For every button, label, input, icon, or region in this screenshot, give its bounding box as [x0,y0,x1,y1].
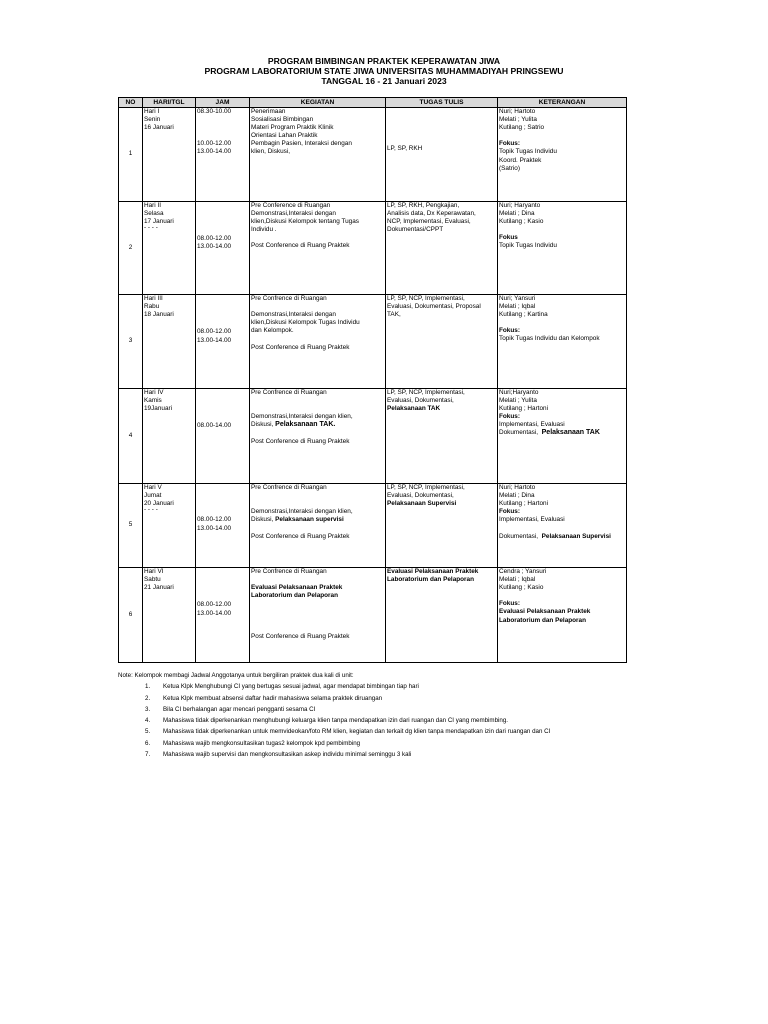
tugas-line: Pelaksanaan Supervisi [387,500,457,508]
notes-list [118,681,550,760]
keterangan-highlight: Pelaksanaan TAK [541,429,600,437]
note-number: 4. [145,717,151,725]
keterangan-line: Nuri; Hartoto [499,484,536,491]
hari-line: 16 Januari [144,124,174,132]
jam-line: 08.00-12.00 [197,601,232,608]
note-number: 3. [145,705,151,713]
row-tugas [386,295,498,389]
kegiatan-line: Diskusi, [251,516,274,524]
col-header-tugas: TUGAS TULIS [386,98,498,108]
kegiatan-line: Pre Confrence di Ruangan [251,295,327,302]
keterangan-line: Melati ; Yulita [499,116,537,124]
jam-line: 08.00-12.00 [197,235,232,242]
jam-line: 13.00-14.00 [197,610,232,617]
row-keterangan [498,108,627,202]
row-tugas [386,389,498,484]
keterangan-line: Fokus [499,234,518,242]
keterangan-line: Dokumentasi, [499,532,539,540]
note-number: 2. [145,694,151,702]
row-jam [196,484,250,568]
keterangan-line: Dokumentasi, [499,429,539,437]
kegiatan-line: Demonstrasi,Interaksi dengan klien, [251,413,353,421]
note-text: Mahasiswa wajib supervisi dan mengkonsultasikan askep individu minimal seminggu 3 kali [163,751,412,759]
row-kegiatan [250,484,386,568]
hari-line: Senin [144,116,161,124]
hari-line: Kamis [144,397,162,405]
keterangan-line: Kutilang ; Kasio [499,218,544,226]
tugas-line: Evaluasi, Dokumentasi, Proposal [387,303,481,311]
jam-line: 13.00-14.00 [197,243,232,250]
row-keterangan [498,295,627,389]
note-text: Mahasiswa tidak diperkenankan untuk memvideokan/foto RM klien, kegiatan dan terkait dg klien tanpa mendapatkan izin dari ruangan dan CI [163,728,551,736]
row-keterangan [498,484,627,568]
note-text: Bila CI berhalangan agar mencari pengganti sesama CI [163,705,316,713]
keterangan-line: Fokus: [499,327,520,335]
keterangan-line: Implementasi, Evaluasi [499,516,565,524]
row-kegiatan [250,568,386,663]
keterangan-line: Fokus: [499,600,520,608]
row-keterangan [498,568,627,663]
tugas-line: Evaluasi Pelaksanaan Praktek [387,568,479,575]
kegiatan-line: Post Conference di Ruang Praktek [251,242,350,250]
row-jam [196,295,250,389]
tugas-line: Evaluasi, Dokumentasi, [387,492,454,500]
keterangan-line: Fokus: [499,413,520,421]
row-hari [143,484,196,568]
kegiatan-line: Pre Confrence di Ruangan [251,568,327,575]
row-no: 4 [119,389,143,484]
col-header-keterangan: KETERANGAN [498,98,627,108]
jam-line: 08.00-12.00 [197,328,232,335]
row-tugas [386,568,498,663]
note-text: Mahasiswa wajib mengkonsultasikan tugas2 kelompok kpd pembimbing [163,739,361,747]
keterangan-line: Topik Tugas Individu [499,242,557,250]
table-row [119,202,627,295]
kegiatan-line: Post Conference di Ruang Praktek [251,633,350,640]
row-hari [143,295,196,389]
row-tugas [386,202,498,295]
row-keterangan [498,389,627,484]
table-row [119,484,627,568]
keterangan-line: Laboratorium dan Pelaporan [499,616,586,624]
hari-line: - - - - [144,506,158,514]
keterangan-line: Melati ; Dina [499,210,535,218]
keterangan-line: Kutilang ; Kasio [499,584,544,592]
keterangan-line: Melati ; Iqbal [499,576,536,584]
table-row [119,295,627,389]
tugas-line: Analisis data, Dx Keperawatan, [387,210,476,218]
keterangan-line: Evaluasi Pelaksanaan Praktek [499,608,591,616]
table-row [119,108,627,202]
tugas-line: Pelaksanaan TAK [387,405,441,413]
tugas-line: LP, SP, NCP, Implementasi, [387,389,465,396]
list-item [118,726,550,737]
row-hari [143,108,196,202]
jam-line: 13.00-14.00 [197,148,232,156]
jam-line: 13.00-14.00 [197,337,232,344]
row-keterangan [498,202,627,295]
row-jam [196,568,250,663]
notes-section [118,670,550,760]
row-jam [196,108,250,202]
kegiatan-line: Evaluasi Pelaksanaan Praktek [251,584,343,592]
kegiatan-line: klien,Diskusi Kelompok tentang Tugas [251,218,359,226]
row-no: 5 [119,484,143,568]
kegiatan-line: Pembagin Pasien, Interaksi dengan [251,140,352,148]
list-item [118,738,550,749]
col-header-hari: HARI/TGL [143,98,196,108]
hari-line: Hari I [144,108,160,115]
row-no: 1 [119,108,143,202]
kegiatan-line: Post Conference di Ruang Praktek [251,343,350,351]
hari-line: Sabtu [144,576,161,584]
row-tugas [386,108,498,202]
kegiatan-line: Materi Program Praktik Klinik [251,124,334,132]
keterangan-line: Topik Tugas Individu [499,148,557,156]
keterangan-line: Implementasi, Evaluasi [499,421,565,429]
keterangan-line: Kutilang ; Kartina [499,311,548,319]
kegiatan-line: Post Conference di Ruang Praktek [251,437,350,445]
keterangan-line: Fokus: [499,140,520,148]
row-kegiatan [250,108,386,202]
keterangan-line: Koord. Praktek [499,156,542,164]
keterangan-line: (Satrio) [499,164,520,172]
list-item [118,681,550,692]
kegiatan-line: Pre Confrence di Ruangan [251,484,327,491]
list-item [118,715,550,726]
tugas-line: Evaluasi, Dokumentasi, [387,397,454,405]
tugas-line: LP, SP, NCP, Implementasi, [387,295,465,302]
table-header-row [119,98,627,108]
keterangan-highlight: Pelaksanaan Supervisi [541,532,611,540]
keterangan-line: Nuri; Haryanto [499,202,541,209]
note-number: 5. [145,728,151,736]
keterangan-line: Melati ; Iqbal [499,303,536,311]
row-jam [196,202,250,295]
row-no: 2 [119,202,143,295]
col-header-jam: JAM [196,98,250,108]
table-row [119,568,627,663]
list-item [118,704,550,715]
jam-line: 08.30-10.00 [197,108,232,115]
keterangan-line: Kutilang ; Satrio [499,124,545,132]
kegiatan-line: Individu . [251,226,277,234]
kegiatan-line: Diskusi, [251,421,274,429]
hari-line: 18 Januari [144,311,174,319]
row-hari [143,389,196,484]
keterangan-line: Fokus: [499,508,520,516]
table-row [119,389,627,484]
tugas-line: NCP, Implementasi, Evaluasi, [387,218,471,226]
keterangan-line: Nuri; Hartoto [499,108,536,115]
list-item [118,749,550,760]
hari-line: 17 Januari [144,218,174,226]
note-text: Ketua Klpk Menghubungi CI yang bertugas sesuai jadwal, agar mendapat bimbingan tiap hari [163,683,419,691]
note-number: 6. [145,739,151,747]
keterangan-line: Nuri; Yansuri [499,295,536,302]
hari-line: 21 Januari [144,584,174,592]
keterangan-line: Kutilang ; Hartoni [499,405,549,413]
row-no: 6 [119,568,143,663]
list-item [118,693,550,704]
tugas-line: Laboratorium dan Pelaporan [387,576,474,584]
kegiatan-line: Demonstrasi,Interaksi dengan [251,311,336,319]
note-text: Mahasiswa tidak diperkenankan menghubungi keluarga klien tanpa mendapatkan izin dari ruangan dan CI yang membimbing. [163,717,508,725]
hari-line: - - - - [144,224,158,232]
kegiatan-line: Post Conference di Ruang Praktek [251,532,350,540]
hari-line: Hari VI [144,568,164,575]
keterangan-line: Melati ; Dina [499,492,535,500]
keterangan-line: Cendra ; Yansuri [499,568,547,575]
keterangan-line: Topik Tugas Individu dan Kelompok [499,335,600,343]
note-text: Ketua Klpk membuat absensi daftar hadir mahasiswa selama praktek diruangan [163,694,383,702]
schedule-table [118,97,627,663]
jam-line: 10.00-12.00 [197,140,232,148]
notes-intro: Note: Kelompok membagi Jadwal Anggotanya untuk bergiliran praktek dua kali di unit: [118,672,354,679]
kegiatan-line: Sosialisasi Bimbingan [251,116,314,124]
document-date-range: TANGGAL 16 - 21 Januari 2023 [321,76,447,86]
kegiatan-line: Pre Conference di Ruangan [251,202,331,209]
kegiatan-highlight: Pelaksanaan TAK. [275,421,336,429]
kegiatan-line: klien,Diskusi Kelompok Tugas Individu [251,319,360,327]
hari-line: Hari V [144,484,162,491]
col-header-no: NO [119,98,143,108]
tugas-line: LP, SP, RKH [387,145,423,152]
tugas-line: LP, SP, NCP, Implementasi, [387,484,465,491]
tugas-line: Dokumentasi/CPPT [387,226,444,234]
keterangan-line: Nuri;Haryanto [499,389,539,396]
hari-line: Hari II [144,202,162,209]
kegiatan-line: Penerimaan [251,108,286,115]
kegiatan-line: Demonstrasi,Interaksi dengan klien, [251,508,353,516]
keterangan-line: Kutilang ; Hartoni [499,500,549,508]
row-hari [143,568,196,663]
document-title-line-2: PROGRAM LABORATORIUM STATE JIWA UNIVERSITAS MUHAMMADIYAH PRINGSEWU [204,66,564,76]
keterangan-line: Melati ; Yulita [499,397,537,405]
hari-line: 19Januari [144,405,173,413]
kegiatan-line: dan Kelompok. [251,327,294,335]
hari-line: Hari IV [144,389,164,396]
document-title-line-1: PROGRAM BIMBINGAN PRAKTEK KEPERAWATAN JIWA [267,56,501,66]
kegiatan-line: Pre Confrence di Ruangan [251,389,327,396]
kegiatan-line: Demonstrasi,Interaksi dengan [251,210,336,218]
kegiatan-line: klien, Diskusi, [251,148,291,156]
hari-line: 20 Januari [144,500,174,508]
row-hari [143,202,196,295]
row-jam [196,389,250,484]
hari-line: Jumat [144,492,162,500]
row-kegiatan [250,202,386,295]
row-kegiatan [250,295,386,389]
note-number: 7. [145,751,151,759]
hari-line: Rabu [144,303,160,311]
tugas-line: LP, SP, RKH, Pengkajian, [387,202,460,209]
kegiatan-highlight: Pelaksanaan supervisi [275,516,344,524]
row-kegiatan [250,389,386,484]
jam-line: 13.00-14.00 [197,525,232,532]
kegiatan-line: Laboratorium dan Pelaporan [251,592,338,600]
tugas-line: TAK, [387,311,401,319]
hari-line: Hari III [144,295,163,302]
row-no: 3 [119,295,143,389]
jam-line: 08.00-14.00 [197,422,232,429]
col-header-kegiatan: KEGIATAN [250,98,386,108]
jam-line: 08.00-12.00 [197,516,232,523]
kegiatan-line: Orientasi Lahan Praktik [251,132,318,140]
note-number: 1. [145,683,151,691]
hari-line: Selasa [144,210,164,218]
row-tugas [386,484,498,568]
